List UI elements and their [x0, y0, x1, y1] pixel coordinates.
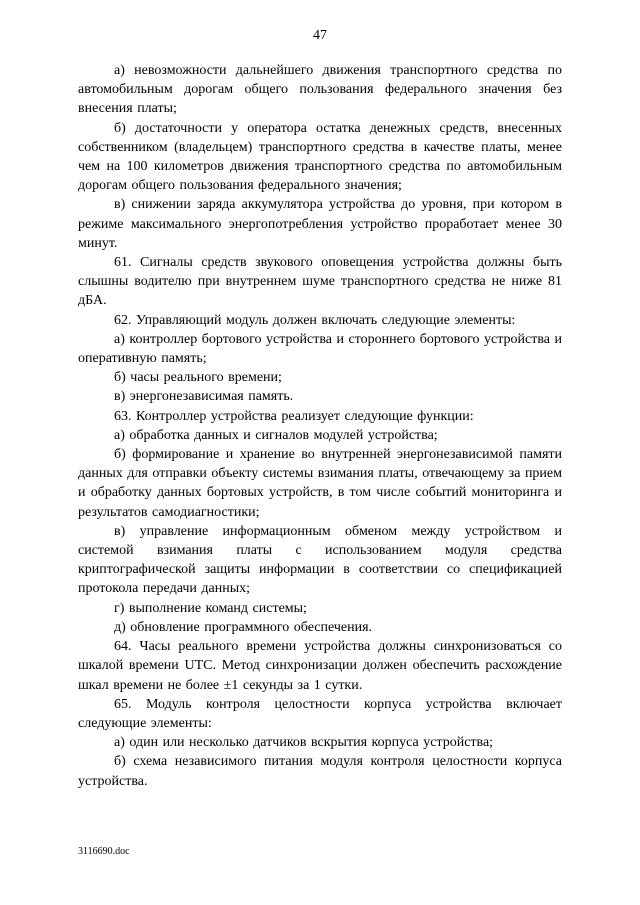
paragraph: в) управление информационным обменом между устройством и системой взимания платы с использованием модуля средства криптографической защиты информации в соответствии со спецификацией протокола передачи данных;	[78, 523, 562, 597]
paragraph: 62. Управляющий модуль должен включать следующие элементы:	[114, 312, 516, 328]
paragraph: д) обновление программного обеспечения.	[114, 619, 373, 635]
paragraph: а) обработка данных и сигналов модулей устройства;	[114, 427, 438, 443]
paragraph: 64. Часы реального времени устройства должны синхронизоваться со шкалой времени UTC. Метод синхронизации должен обеспечить расхождение шкал времени не более ±1 секунды за 1 сутки.	[78, 639, 562, 693]
paragraph: 63. Контроллер устройства реализует следующие функции:	[114, 408, 474, 424]
paragraph: а) невозможности дальнейшего движения транспортного средства по автомобильным дорогам общего пользования федерального значения без внесения платы;	[78, 63, 562, 117]
footer-filename: 3116690.doc	[78, 846, 130, 857]
paragraph: г) выполнение команд системы;	[114, 600, 307, 616]
paragraph: а) один или несколько датчиков вскрытия корпуса устройства;	[114, 735, 494, 751]
paragraph: б) достаточности у оператора остатка денежных средств, внесенных собственником (владельцем) транспортного средства в качестве платы, менее чем на 100 километров движения транспортного средства по автомобильным дорогам общего пользования федерального значения;	[78, 120, 562, 194]
paragraph: б) часы реального времени;	[114, 370, 282, 386]
paragraph: б) формирование и хранение во внутренней энергонезависимой памяти данных для отправки объекту системы взимания платы, отвечающему за прием и обработку данных бортовых устройств, в том числе событий мониторинга и результатов самодиагностики;	[78, 447, 562, 520]
page-number: 47	[313, 28, 327, 43]
document-body	[78, 61, 562, 791]
paragraph: а) контроллер бортового устройства и стороннего бортового устройства и оперативную память;	[78, 331, 562, 367]
paragraph: 61. Сигналы средств звукового оповещения устройства должны быть слышны водителю при внутреннем шуме транспортного средства не ниже 81 дБА.	[78, 255, 562, 309]
paragraph: 65. Модуль контроля целостности корпуса устройства включает следующие элементы:	[78, 696, 562, 731]
paragraph: в) снижении заряда аккумулятора устройства до уровня, при котором в режиме максимального энергопотребления устройство проработает менее 30 минут.	[78, 197, 562, 251]
paragraph: б) схема независимого питания модуля контроля целостности корпуса устройства.	[78, 754, 562, 789]
paragraph: в) энергонезависимая память.	[114, 389, 294, 405]
